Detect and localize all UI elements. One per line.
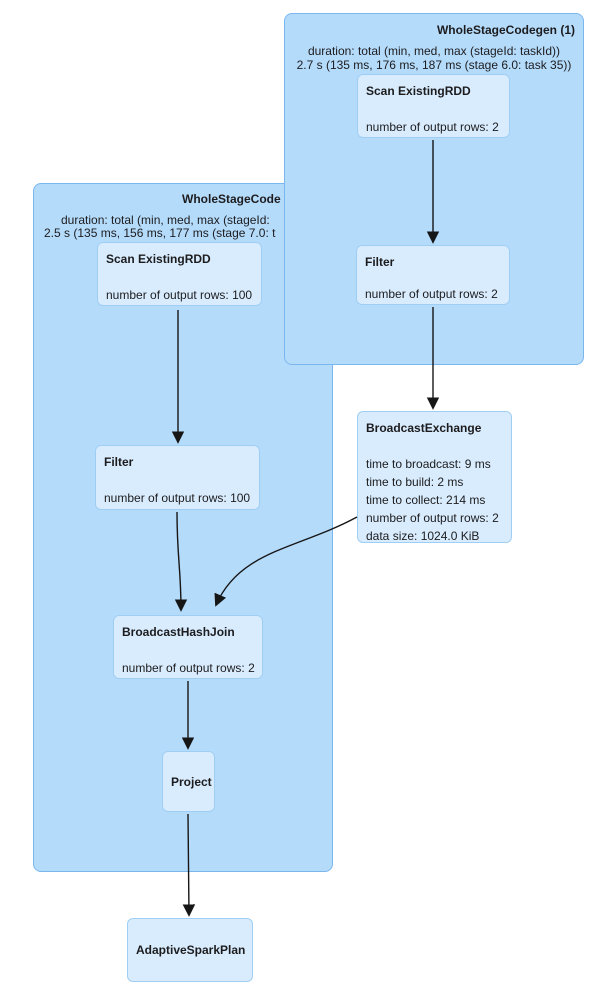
plan-node-filter-1 [356,245,510,305]
node-title: BroadcastExchange [366,421,482,435]
plan-node-scan-existingrdd-1 [357,74,510,138]
cluster-duration-value: 2.5 s (135 ms, 156 ms, 177 ms (stage 7.0: t [44,226,276,240]
plan-node-broadcast-hash-join [113,615,263,679]
cluster-duration-value: 2.7 s (135 ms, 176 ms, 187 ms (stage 6.0: task 35)) [296,58,572,72]
plan-node-broadcast-exchange [357,411,512,543]
node-metric-time-to-collect: time to collect: 214 ms [366,493,486,507]
node-title: Filter [365,255,395,269]
cluster-title: WholeStageCode [182,192,281,206]
node-metric-data-size: data size: 1024.0 KiB [366,529,480,543]
node-metric-output-rows: number of output rows: 2 [122,661,255,675]
cluster-title: WholeStageCodegen (1) [436,23,575,37]
node-title: Filter [104,455,134,469]
plan-node-adaptive-spark-plan [127,918,253,982]
node-metric-output-rows: number of output rows: 2 [366,511,499,525]
plan-node-scan-existingrdd-2 [97,242,262,306]
plan-node-filter-2 [95,445,260,510]
plan-node-project [162,751,215,812]
cluster-duration-label: duration: total (min, med, max (stageId: taskId)) [307,44,561,58]
cluster-duration-label: duration: total (min, med, max (stageId: [61,213,270,227]
node-metric-time-to-broadcast: time to broadcast: 9 ms [366,457,491,471]
node-metric-output-rows: number of output rows: 100 [106,288,253,302]
node-metric-output-rows: number of output rows: 2 [366,120,499,134]
node-metric-list [366,455,503,545]
node-title: Scan ExistingRDD [106,252,211,266]
cluster-wholestagecodegen-1 [284,13,584,365]
node-title: BroadcastHashJoin [122,625,235,639]
node-title: Scan ExistingRDD [366,84,471,98]
node-title: Project [171,774,212,789]
node-metric-output-rows: number of output rows: 100 [104,491,251,505]
node-metric-time-to-build: time to build: 2 ms [366,475,464,489]
node-title: AdaptiveSparkPlan [136,943,246,957]
node-metric-output-rows: number of output rows: 2 [365,287,498,301]
